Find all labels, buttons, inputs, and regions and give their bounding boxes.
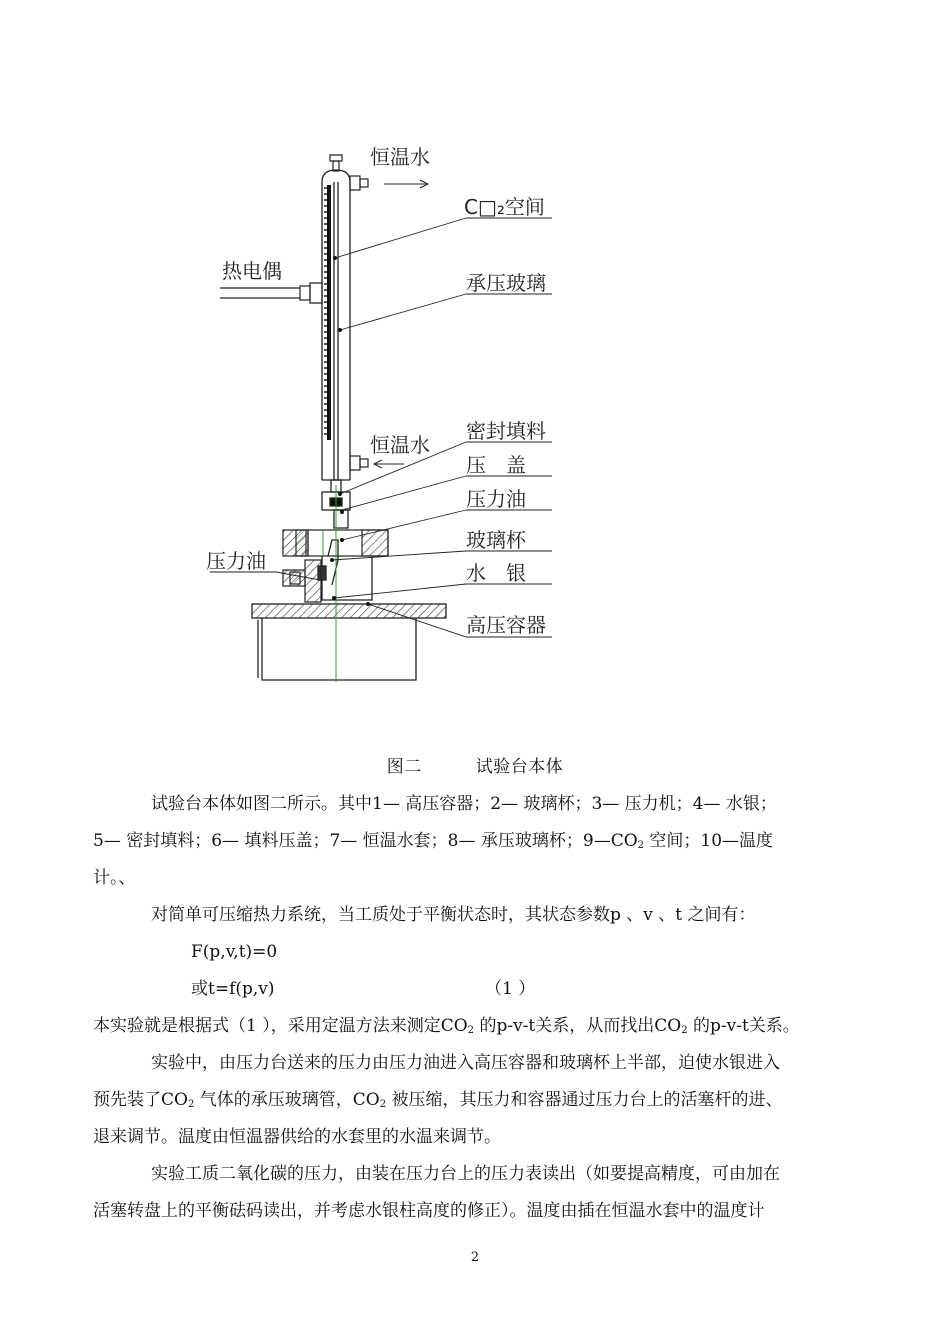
water-outlet-top — [350, 176, 368, 190]
scale-bar — [327, 185, 331, 440]
para-1-line-2: 5— 密封填料；6— 填料压盖；7— 恒温水套；8— 承压玻璃杯；$9—CO_2$ 空间；10—温度 — [93, 831, 774, 851]
oil-inlet — [283, 560, 321, 602]
formula-2: 或t=f(p,v) （1 ） — [93, 971, 873, 1008]
hp-vessel — [252, 604, 446, 680]
caption-title: 试验台本体 — [475, 757, 564, 777]
para-4-line-1: 实验中，由压力台送来的压力由压力油进入高压容器和玻璃杯上半部，迫使水银进入 — [151, 1053, 780, 1073]
para-5-line-2: 活塞转盘上的平衡砝码读出，并考虑水银柱高度的修正）。温度由插在恒温水套中的温度计 — [93, 1201, 765, 1221]
label-pressure-oil-left: 压力油 — [206, 549, 266, 573]
body-text — [93, 786, 873, 1230]
label-water-top: 恒温水 — [370, 145, 430, 169]
label-water-bottom: 恒温水 — [370, 433, 430, 457]
para-2: 对简单可压缩热力系统，当工质处于平衡状态时，其状态参数p 、v 、t 之间有： — [151, 905, 756, 925]
label-co2-space: C□₂空间 — [464, 195, 545, 219]
para-5-line-1: 实验工质二氧化碳的压力，由装在压力台上的压力表读出（如要提高精度，可由加在 — [151, 1164, 780, 1184]
page-number: 2 — [470, 1250, 480, 1265]
formula-1: F(p,v,t)=0 — [191, 942, 278, 962]
para-1-line-1: 试验台本体如图二所示。其中1— 高压容器；2— 玻璃杯；3— 压力机；4— 水银； — [151, 794, 777, 814]
para-1-line-3: 计。、 — [93, 868, 136, 888]
para-4-line-3: 退来调节。温度由恒温器供给的水套里的水温来调节。 — [93, 1127, 501, 1147]
caption-number: 图二 — [386, 757, 422, 777]
top-nozzle — [330, 155, 342, 171]
para-3: 本实验就是根据式（1 ），采用定温方法来测定$CO_2$ 的p-v-t关系，从而找出$CO_2$ 的p-v-t关系。 — [93, 1016, 800, 1036]
thermocouple-probe — [220, 283, 322, 303]
label-hp-vessel: 高压容器 — [466, 613, 546, 637]
water-inlet-bottom — [350, 456, 368, 470]
label-press-cap: 压 盖 — [466, 453, 526, 477]
label-pressure-oil-right: 压力油 — [466, 487, 526, 511]
label-glass-cup: 玻璃杯 — [466, 528, 526, 552]
label-pressure-glass: 承压玻璃 — [466, 271, 546, 295]
para-4-line-2: 预先装了$CO_2$ 气体的承压玻璃管，$CO_2$ 被压缩，其压力和容器通过压力台上的活塞杆的进、 — [93, 1090, 783, 1110]
label-thermocouple: 热电偶 — [222, 259, 282, 283]
figure-caption — [0, 752, 950, 777]
label-seal-packing: 密封填料 — [466, 419, 546, 443]
label-mercury: 水 银 — [466, 561, 526, 585]
equation-number: （1 ） — [485, 979, 536, 999]
